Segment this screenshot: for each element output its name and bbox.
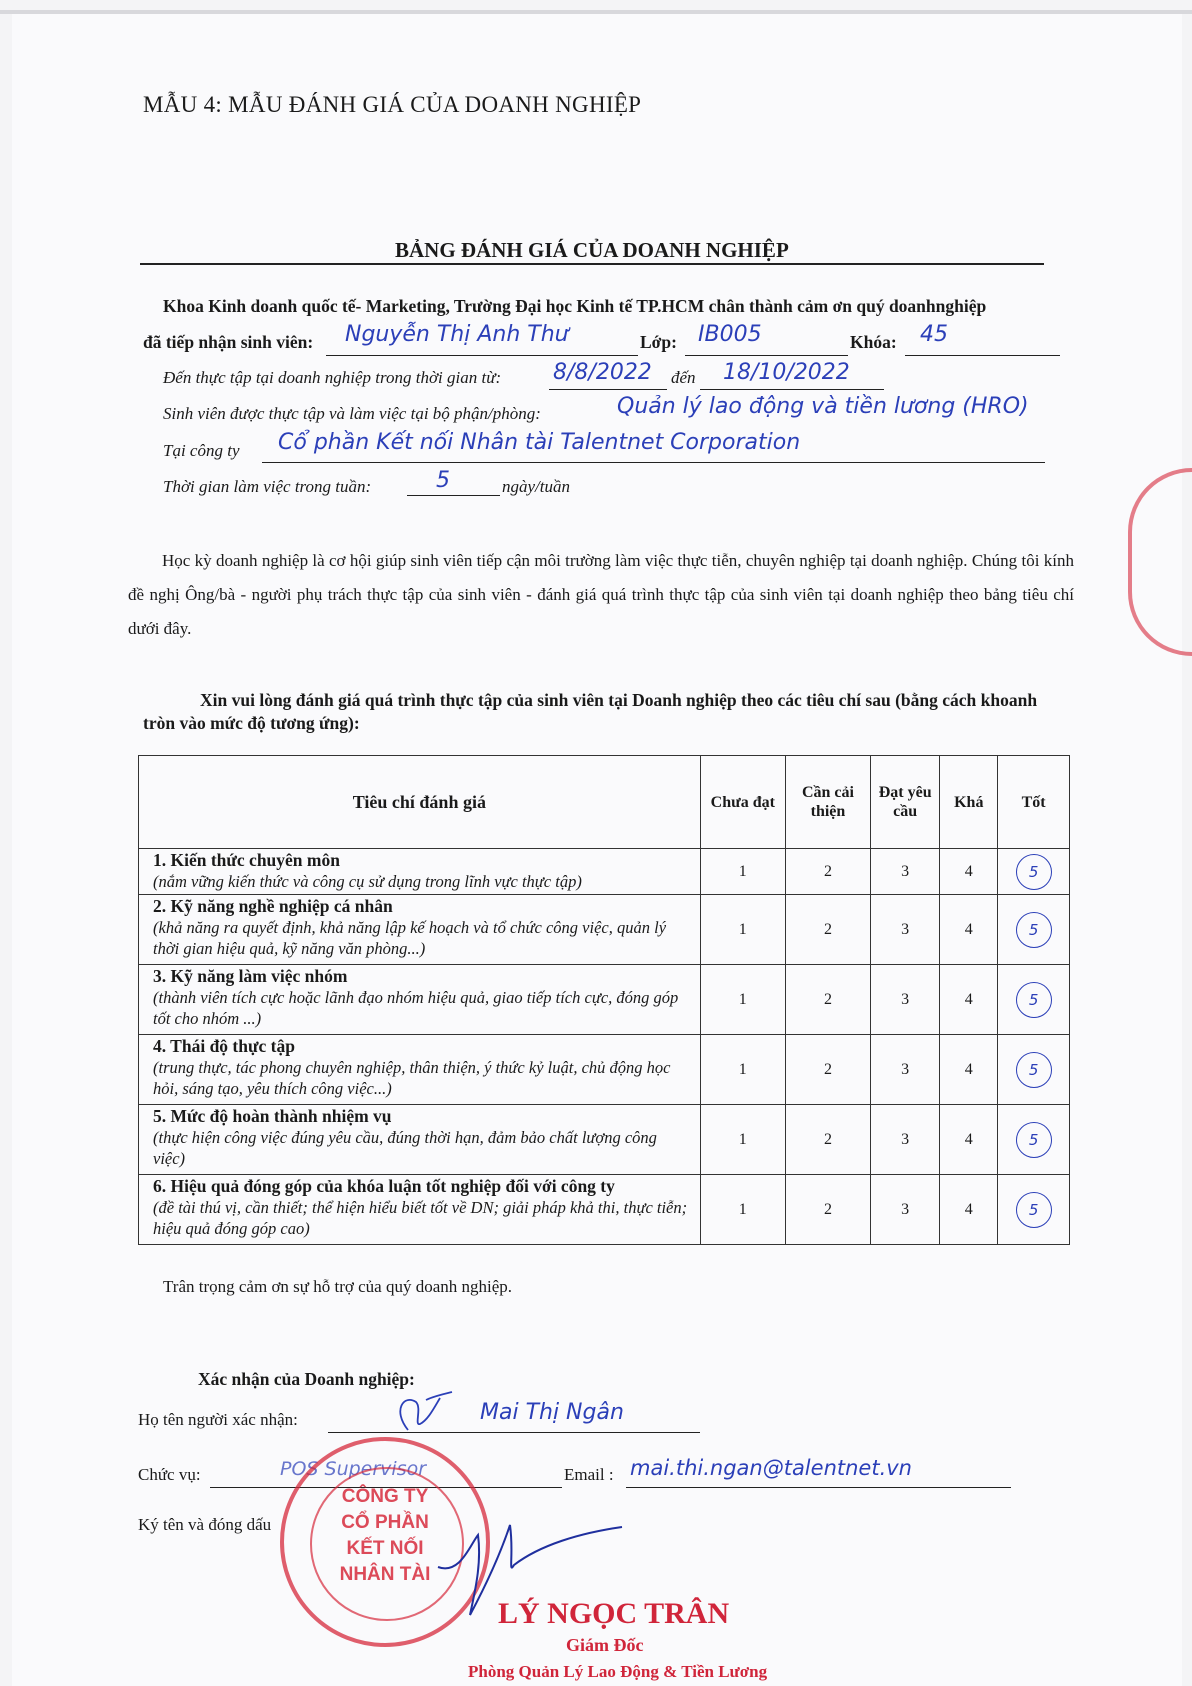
score-4[interactable]: 4 bbox=[940, 1035, 998, 1105]
level2-header: Cần cải thiện bbox=[785, 756, 870, 849]
score-2[interactable]: 2 bbox=[785, 895, 870, 965]
workdays-underline bbox=[407, 495, 500, 496]
score-5-cell[interactable] bbox=[998, 1035, 1070, 1105]
criteria-title: 3. Kỹ năng làm việc nhóm bbox=[153, 966, 348, 986]
stamp-line: KẾT NỐI bbox=[346, 1538, 424, 1559]
table-row bbox=[139, 1175, 1070, 1245]
class-label: Lớp: bbox=[640, 332, 677, 352]
signatory-name: LÝ NGỌC TRÂN bbox=[498, 1597, 730, 1630]
score-3[interactable]: 3 bbox=[870, 1105, 939, 1175]
position-value: POS Supervisor bbox=[280, 1458, 427, 1480]
company-label: Tại công ty bbox=[163, 441, 240, 460]
course-label: Khóa: bbox=[850, 332, 897, 352]
period-label: Đến thực tập tại doanh nghiệp trong thời gian từ: bbox=[163, 368, 502, 387]
workdays-value: 5 bbox=[436, 468, 450, 493]
score-4[interactable]: 4 bbox=[940, 1175, 998, 1245]
level1-header: Chưa đạt bbox=[700, 756, 785, 849]
score-2[interactable]: 2 bbox=[785, 1035, 870, 1105]
confirmer-name-label: Họ tên người xác nhận: bbox=[138, 1410, 298, 1429]
score-5-cell[interactable] bbox=[998, 849, 1070, 895]
level3-header: Đạt yêu cầu bbox=[870, 756, 939, 849]
score-3[interactable]: 3 bbox=[870, 1035, 939, 1105]
selected-score-circle[interactable]: 5 bbox=[1016, 854, 1052, 890]
level4-header: Khá bbox=[940, 756, 998, 849]
form-label: MẪU 4: MẪU ĐÁNH GIÁ CỦA DOANH NGHIỆP bbox=[143, 92, 642, 117]
score-3[interactable]: 3 bbox=[870, 849, 939, 895]
score-2[interactable]: 2 bbox=[785, 965, 870, 1035]
title-rule bbox=[140, 263, 1044, 265]
criteria-title: 4. Thái độ thực tập bbox=[153, 1036, 295, 1056]
table-header-row bbox=[139, 756, 1070, 849]
course-value: 45 bbox=[920, 322, 948, 347]
student-label: đã tiếp nhận sinh viên: bbox=[143, 332, 314, 352]
selected-score-circle[interactable]: 5 bbox=[1016, 1122, 1052, 1158]
score-3[interactable]: 3 bbox=[870, 965, 939, 1035]
score-5-cell[interactable] bbox=[998, 1105, 1070, 1175]
criteria-desc: (nắm vững kiến thức và công cụ sử dụng trong lĩnh vực thực tập) bbox=[153, 872, 582, 891]
score-5-cell[interactable] bbox=[998, 895, 1070, 965]
selected-score-circle[interactable]: 5 bbox=[1016, 982, 1052, 1018]
score-4[interactable]: 4 bbox=[940, 895, 998, 965]
department-value: Quản lý lao động và tiền lương (HRO) bbox=[617, 394, 1029, 419]
student-name: Nguyễn Thị Anh Thư bbox=[345, 322, 569, 347]
intro-line: Khoa Kinh doanh quốc tế- Marketing, Trường Đại học Kinh tế TP.HCM chân thành cảm ơn quý doanhnghiệp bbox=[163, 296, 987, 316]
criteria-title: 1. Kiến thức chuyên môn bbox=[153, 850, 340, 870]
confirmer-name-underline bbox=[328, 1432, 700, 1433]
period-from: 8/8/2022 bbox=[553, 360, 652, 385]
signatory-department: Phòng Quản Lý Lao Động & Tiền Lương bbox=[468, 1662, 768, 1681]
page-title: BẢNG ĐÁNH GIÁ CỦA DOANH NGHIỆP bbox=[395, 238, 789, 262]
signatory-role: Giám Đốc bbox=[566, 1635, 644, 1655]
criteria-cell bbox=[139, 895, 701, 965]
sign-stamp-label: Ký tên và đóng dấu bbox=[138, 1515, 272, 1534]
criteria-cell bbox=[139, 849, 701, 895]
table-row bbox=[139, 1035, 1070, 1105]
email-underline bbox=[626, 1487, 1011, 1488]
score-3[interactable]: 3 bbox=[870, 895, 939, 965]
criteria-desc: (đề tài thú vị, cần thiết; thể hiện hiểu biết tốt về DN; giải pháp khả thi, thực tiễn; hiệu quả đóng góp cao) bbox=[153, 1198, 688, 1238]
score-4[interactable]: 4 bbox=[940, 965, 998, 1035]
score-1[interactable]: 1 bbox=[700, 849, 785, 895]
stamp-line: NHÂN TÀI bbox=[339, 1564, 431, 1585]
student-name-underline bbox=[326, 355, 638, 356]
selected-score-circle[interactable]: 5 bbox=[1016, 1052, 1052, 1088]
thanks-text: Trân trọng cảm ơn sự hỗ trợ của quý doanh nghiệp. bbox=[163, 1277, 513, 1296]
department-label: Sinh viên được thực tập và làm việc tại bộ phận/phòng: bbox=[163, 404, 541, 423]
criteria-cell bbox=[139, 1175, 701, 1245]
table-row bbox=[139, 1105, 1070, 1175]
email-label: Email : bbox=[564, 1465, 614, 1484]
intro-paragraph: Học kỳ doanh nghiệp là cơ hội giúp sinh viên tiếp cận môi trường làm việc thực tiễn, chuyên nghiệp tại doanh nghiệp. Chúng tôi kính đề nghị Ông/bà - người phụ trách thực tập của sinh viên - đánh giá quá trình thực tập của sinh viên tại doanh nghiệp theo bảng tiêu chí dưới đây. bbox=[128, 551, 1074, 638]
score-2[interactable]: 2 bbox=[785, 849, 870, 895]
selected-score-circle[interactable]: 5 bbox=[1016, 912, 1052, 948]
score-1[interactable]: 1 bbox=[700, 1105, 785, 1175]
criteria-desc: (thành viên tích cực hoặc lãnh đạo nhóm hiệu quả, giao tiếp tích cực, đóng góp tốt cho nhóm ...) bbox=[153, 988, 679, 1028]
score-5-cell[interactable] bbox=[998, 1175, 1070, 1245]
period-from-underline bbox=[549, 389, 667, 390]
workdays-unit: ngày/tuần bbox=[502, 477, 570, 496]
table-row bbox=[139, 849, 1070, 895]
score-1[interactable]: 1 bbox=[700, 1175, 785, 1245]
criteria-cell bbox=[139, 1035, 701, 1105]
instruction: Xin vui lòng đánh giá quá trình thực tập của sinh viên tại Doanh nghiệp theo các tiêu chí sau (bằng cách khoanh tròn vào mức độ tương ứng): bbox=[143, 690, 1038, 733]
confirmer-name-value: Mai Thị Ngân bbox=[480, 1400, 624, 1425]
score-1[interactable]: 1 bbox=[700, 965, 785, 1035]
score-3[interactable]: 3 bbox=[870, 1175, 939, 1245]
score-2[interactable]: 2 bbox=[785, 1175, 870, 1245]
period-to-label: đến bbox=[671, 368, 696, 387]
criteria-cell bbox=[139, 965, 701, 1035]
table-row bbox=[139, 965, 1070, 1035]
position-label: Chức vụ: bbox=[138, 1465, 201, 1484]
score-1[interactable]: 1 bbox=[700, 895, 785, 965]
period-to-underline bbox=[700, 389, 884, 390]
criteria-desc: (thực hiện công việc đúng yêu cầu, đúng thời hạn, đảm bảo chất lượng công việc) bbox=[153, 1128, 657, 1168]
score-4[interactable]: 4 bbox=[940, 1105, 998, 1175]
company-underline bbox=[262, 462, 1045, 463]
score-1[interactable]: 1 bbox=[700, 1035, 785, 1105]
email-value: mai.thi.ngan@talentnet.vn bbox=[630, 1456, 912, 1480]
criteria-title: 5. Mức độ hoàn thành nhiệm vụ bbox=[153, 1106, 392, 1126]
criteria-title: 2. Kỹ năng nghề nghiệp cá nhân bbox=[153, 896, 393, 916]
class-value: IB005 bbox=[698, 322, 762, 347]
level5-header: Tốt bbox=[998, 756, 1070, 849]
criteria-cell bbox=[139, 1105, 701, 1175]
confirmation-heading: Xác nhận của Doanh nghiệp: bbox=[198, 1369, 415, 1389]
class-underline bbox=[685, 355, 848, 356]
criteria-title: 6. Hiệu quả đóng góp của khóa luận tốt nghiệp đối với công ty bbox=[153, 1176, 615, 1196]
company-value: Cổ phần Kết nối Nhân tài Talentnet Corporation bbox=[278, 430, 801, 455]
period-to: 18/10/2022 bbox=[723, 360, 850, 385]
criteria-header: Tiêu chí đánh giá bbox=[139, 756, 701, 849]
score-2[interactable]: 2 bbox=[785, 1105, 870, 1175]
stamp-line: CÔNG TY bbox=[341, 1486, 429, 1507]
workdays-label: Thời gian làm việc trong tuần: bbox=[163, 477, 372, 496]
criteria-desc: (khả năng ra quyết định, khả năng lập kế hoạch và tổ chức công việc, quản lý thời gian hiệu quả, kỹ năng văn phòng...) bbox=[153, 918, 667, 958]
evaluation-table bbox=[138, 755, 1070, 1245]
selected-score-circle[interactable]: 5 bbox=[1016, 1192, 1052, 1228]
table-row bbox=[139, 895, 1070, 965]
course-underline bbox=[905, 355, 1060, 356]
score-5-cell[interactable] bbox=[998, 965, 1070, 1035]
stamp-line: CỔ PHẦN bbox=[341, 1512, 429, 1533]
score-4[interactable]: 4 bbox=[940, 849, 998, 895]
criteria-desc: (trung thực, tác phong chuyên nghiệp, thân thiện, ý thức kỷ luật, chủ động học hỏi, sáng tạo, yêu thích công việc...) bbox=[153, 1058, 671, 1098]
